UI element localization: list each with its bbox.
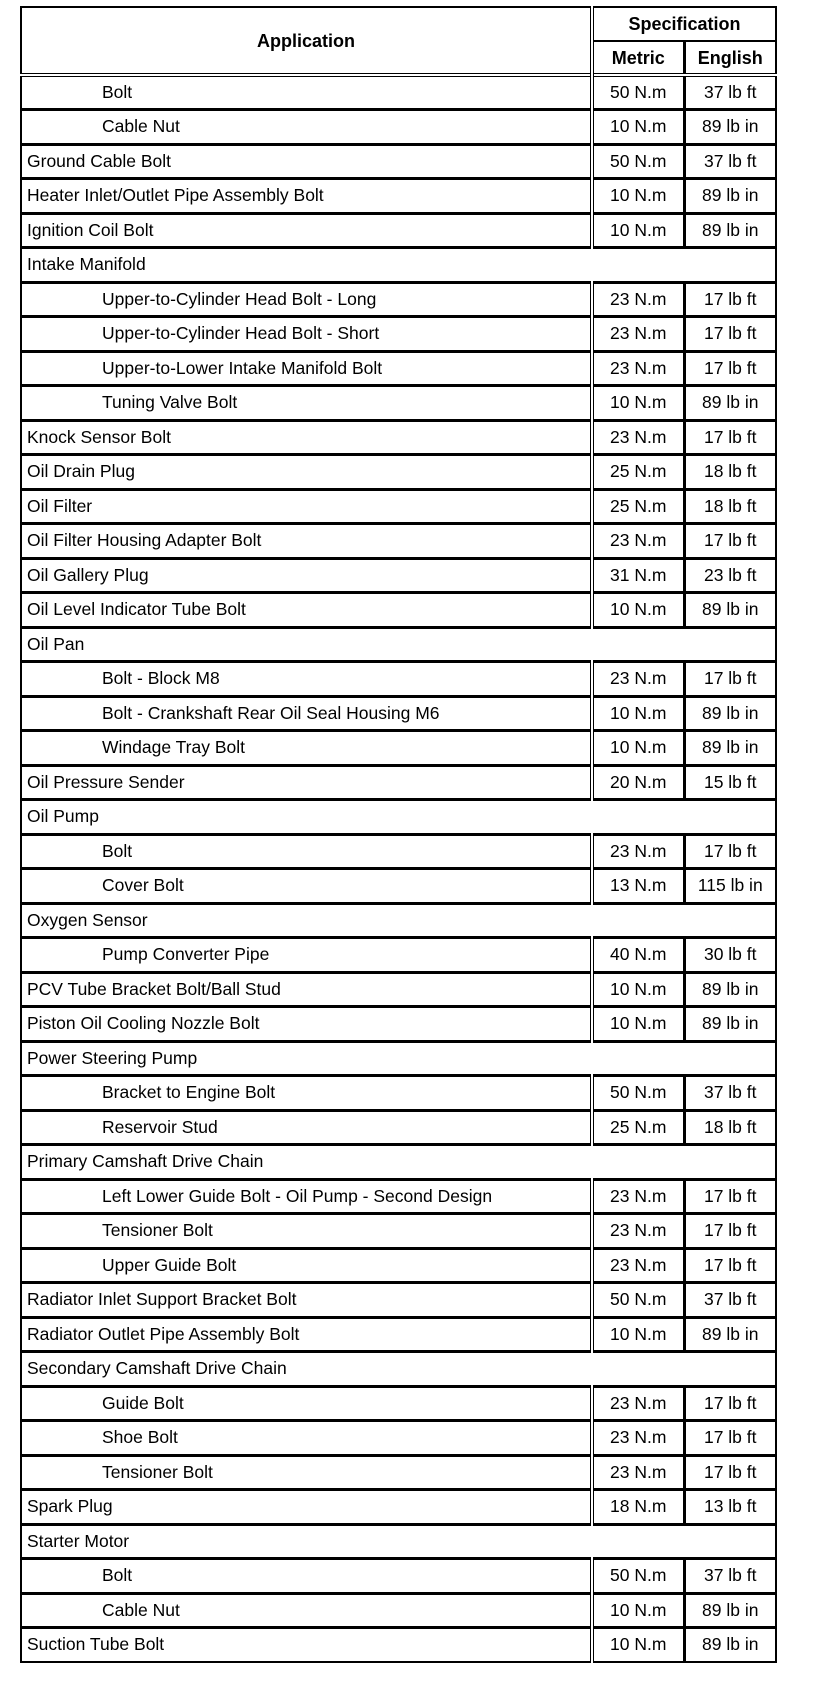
group-label: Primary Camshaft Drive Chain	[21, 1145, 776, 1180]
table-row	[21, 1386, 776, 1421]
table-row	[21, 1007, 776, 1042]
english-value-cell: 17 lb ft	[684, 1179, 776, 1214]
metric-value-cell: 25 N.m	[592, 455, 684, 490]
application-cell: Ignition Coil Bolt	[21, 213, 592, 248]
specification-table	[20, 6, 777, 1663]
metric-value-cell: 50 N.m	[592, 144, 684, 179]
english-value-cell: 89 lb in	[684, 179, 776, 214]
table-row	[21, 1214, 776, 1249]
english-value-cell: 17 lb ft	[684, 1455, 776, 1490]
table-row	[21, 1179, 776, 1214]
application-cell: Guide Bolt	[21, 1386, 592, 1421]
table-row	[21, 1317, 776, 1352]
application-cell: Piston Oil Cooling Nozzle Bolt	[21, 1007, 592, 1042]
table-row	[21, 662, 776, 697]
table-row	[21, 558, 776, 593]
table-row	[21, 696, 776, 731]
table-group-row	[21, 903, 776, 938]
metric-value-cell: 20 N.m	[592, 765, 684, 800]
application-cell: Oil Drain Plug	[21, 455, 592, 490]
group-label: Oil Pump	[21, 800, 776, 835]
table-row	[21, 75, 776, 110]
metric-value-cell: 23 N.m	[592, 1214, 684, 1249]
metric-value-cell: 10 N.m	[592, 110, 684, 145]
table-row	[21, 317, 776, 352]
table-row	[21, 765, 776, 800]
metric-value-cell: 23 N.m	[592, 1248, 684, 1283]
application-cell: Upper Guide Bolt	[21, 1248, 592, 1283]
application-cell: Bolt	[21, 75, 592, 110]
table-row	[21, 972, 776, 1007]
metric-value-cell: 23 N.m	[592, 834, 684, 869]
table-row	[21, 420, 776, 455]
english-value-cell: 17 lb ft	[684, 282, 776, 317]
english-value-cell: 18 lb ft	[684, 1110, 776, 1145]
english-value-cell: 17 lb ft	[684, 1214, 776, 1249]
application-header: Application	[21, 7, 592, 75]
table-row	[21, 869, 776, 904]
metric-value-cell: 23 N.m	[592, 282, 684, 317]
application-cell: Cable Nut	[21, 110, 592, 145]
english-value-cell: 17 lb ft	[684, 1386, 776, 1421]
application-cell: Upper-to-Cylinder Head Bolt - Long	[21, 282, 592, 317]
table-group-row	[21, 1352, 776, 1387]
application-cell: Knock Sensor Bolt	[21, 420, 592, 455]
application-cell: Upper-to-Cylinder Head Bolt - Short	[21, 317, 592, 352]
table-row	[21, 1593, 776, 1628]
table-row	[21, 731, 776, 766]
metric-value-cell: 23 N.m	[592, 1455, 684, 1490]
header-row-top	[21, 7, 776, 41]
metric-value-cell: 10 N.m	[592, 386, 684, 421]
english-value-cell: 37 lb ft	[684, 144, 776, 179]
table-row	[21, 455, 776, 490]
table-row	[21, 834, 776, 869]
application-cell: Oil Gallery Plug	[21, 558, 592, 593]
english-value-cell: 89 lb in	[684, 972, 776, 1007]
english-value-cell: 37 lb ft	[684, 1559, 776, 1594]
application-cell: Pump Converter Pipe	[21, 938, 592, 973]
group-label: Secondary Camshaft Drive Chain	[21, 1352, 776, 1387]
english-value-cell: 30 lb ft	[684, 938, 776, 973]
application-cell: Bolt - Crankshaft Rear Oil Seal Housing M6	[21, 696, 592, 731]
metric-value-cell: 10 N.m	[592, 1317, 684, 1352]
application-cell: Radiator Outlet Pipe Assembly Bolt	[21, 1317, 592, 1352]
metric-value-cell: 10 N.m	[592, 731, 684, 766]
application-cell: Windage Tray Bolt	[21, 731, 592, 766]
metric-value-cell: 18 N.m	[592, 1490, 684, 1525]
metric-value-cell: 13 N.m	[592, 869, 684, 904]
group-label: Oil Pan	[21, 627, 776, 662]
english-value-cell: 13 lb ft	[684, 1490, 776, 1525]
english-value-cell: 115 lb in	[684, 869, 776, 904]
table-row	[21, 1421, 776, 1456]
english-value-cell: 89 lb in	[684, 731, 776, 766]
english-value-cell: 89 lb in	[684, 696, 776, 731]
table-group-row	[21, 800, 776, 835]
application-cell: Tuning Valve Bolt	[21, 386, 592, 421]
english-value-cell: 23 lb ft	[684, 558, 776, 593]
table-row	[21, 110, 776, 145]
english-value-cell: 89 lb in	[684, 1007, 776, 1042]
application-cell: Heater Inlet/Outlet Pipe Assembly Bolt	[21, 179, 592, 214]
metric-value-cell: 50 N.m	[592, 1559, 684, 1594]
application-cell: Cover Bolt	[21, 869, 592, 904]
english-value-cell: 89 lb in	[684, 386, 776, 421]
table-row	[21, 489, 776, 524]
english-value-cell: 17 lb ft	[684, 1248, 776, 1283]
metric-value-cell: 23 N.m	[592, 1421, 684, 1456]
metric-value-cell: 10 N.m	[592, 972, 684, 1007]
metric-value-cell: 10 N.m	[592, 1628, 684, 1663]
metric-value-cell: 23 N.m	[592, 524, 684, 559]
english-value-cell: 89 lb in	[684, 1628, 776, 1663]
table-row	[21, 213, 776, 248]
application-cell: Reservoir Stud	[21, 1110, 592, 1145]
group-label: Intake Manifold	[21, 248, 776, 283]
table-row	[21, 593, 776, 628]
table-group-row	[21, 1145, 776, 1180]
table-row	[21, 1490, 776, 1525]
application-cell: Suction Tube Bolt	[21, 1628, 592, 1663]
application-cell: Bolt - Block M8	[21, 662, 592, 697]
english-value-cell: 89 lb in	[684, 213, 776, 248]
english-value-cell: 17 lb ft	[684, 834, 776, 869]
metric-header: Metric	[592, 41, 684, 75]
metric-value-cell: 10 N.m	[592, 696, 684, 731]
application-cell: Oil Filter Housing Adapter Bolt	[21, 524, 592, 559]
application-cell: Tensioner Bolt	[21, 1214, 592, 1249]
table-group-row	[21, 248, 776, 283]
application-cell: PCV Tube Bracket Bolt/Ball Stud	[21, 972, 592, 1007]
application-cell: Spark Plug	[21, 1490, 592, 1525]
english-header: English	[684, 41, 776, 75]
application-cell: Bolt	[21, 1559, 592, 1594]
english-value-cell: 15 lb ft	[684, 765, 776, 800]
table-header	[21, 7, 776, 75]
table-group-row	[21, 627, 776, 662]
metric-value-cell: 23 N.m	[592, 420, 684, 455]
table-row	[21, 179, 776, 214]
application-cell: Bracket to Engine Bolt	[21, 1076, 592, 1111]
specification-header: Specification	[592, 7, 776, 41]
group-label: Starter Motor	[21, 1524, 776, 1559]
english-value-cell: 17 lb ft	[684, 420, 776, 455]
metric-value-cell: 50 N.m	[592, 1283, 684, 1318]
metric-value-cell: 50 N.m	[592, 1076, 684, 1111]
english-value-cell: 89 lb in	[684, 110, 776, 145]
table-body	[21, 75, 776, 1662]
metric-value-cell: 25 N.m	[592, 1110, 684, 1145]
english-value-cell: 17 lb ft	[684, 351, 776, 386]
table-row	[21, 1559, 776, 1594]
table-group-row	[21, 1524, 776, 1559]
table-row	[21, 282, 776, 317]
metric-value-cell: 10 N.m	[592, 213, 684, 248]
english-value-cell: 37 lb ft	[684, 1076, 776, 1111]
table-row	[21, 351, 776, 386]
metric-value-cell: 23 N.m	[592, 317, 684, 352]
metric-value-cell: 23 N.m	[592, 662, 684, 697]
english-value-cell: 18 lb ft	[684, 489, 776, 524]
metric-value-cell: 40 N.m	[592, 938, 684, 973]
table-group-row	[21, 1041, 776, 1076]
english-value-cell: 89 lb in	[684, 593, 776, 628]
table-row	[21, 1076, 776, 1111]
table-row	[21, 1248, 776, 1283]
english-value-cell: 17 lb ft	[684, 524, 776, 559]
english-value-cell: 18 lb ft	[684, 455, 776, 490]
metric-value-cell: 10 N.m	[592, 1593, 684, 1628]
metric-value-cell: 50 N.m	[592, 75, 684, 110]
table-row	[21, 1110, 776, 1145]
metric-value-cell: 10 N.m	[592, 179, 684, 214]
application-cell: Left Lower Guide Bolt - Oil Pump - Second Design	[21, 1179, 592, 1214]
metric-value-cell: 31 N.m	[592, 558, 684, 593]
metric-value-cell: 23 N.m	[592, 1386, 684, 1421]
group-label: Power Steering Pump	[21, 1041, 776, 1076]
english-value-cell: 89 lb in	[684, 1593, 776, 1628]
application-cell: Oil Pressure Sender	[21, 765, 592, 800]
group-label: Oxygen Sensor	[21, 903, 776, 938]
english-value-cell: 17 lb ft	[684, 317, 776, 352]
table-row	[21, 1455, 776, 1490]
application-cell: Upper-to-Lower Intake Manifold Bolt	[21, 351, 592, 386]
application-cell: Bolt	[21, 834, 592, 869]
metric-value-cell: 23 N.m	[592, 351, 684, 386]
english-value-cell: 89 lb in	[684, 1317, 776, 1352]
english-value-cell: 17 lb ft	[684, 1421, 776, 1456]
table-row	[21, 524, 776, 559]
table-row	[21, 1628, 776, 1663]
english-value-cell: 17 lb ft	[684, 662, 776, 697]
metric-value-cell: 23 N.m	[592, 1179, 684, 1214]
application-cell: Oil Filter	[21, 489, 592, 524]
table-row	[21, 1283, 776, 1318]
application-cell: Oil Level Indicator Tube Bolt	[21, 593, 592, 628]
application-cell: Cable Nut	[21, 1593, 592, 1628]
table-row	[21, 386, 776, 421]
english-value-cell: 37 lb ft	[684, 75, 776, 110]
table-row	[21, 144, 776, 179]
table-row	[21, 938, 776, 973]
application-cell: Shoe Bolt	[21, 1421, 592, 1456]
metric-value-cell: 10 N.m	[592, 593, 684, 628]
application-cell: Ground Cable Bolt	[21, 144, 592, 179]
metric-value-cell: 25 N.m	[592, 489, 684, 524]
application-cell: Tensioner Bolt	[21, 1455, 592, 1490]
english-value-cell: 37 lb ft	[684, 1283, 776, 1318]
metric-value-cell: 10 N.m	[592, 1007, 684, 1042]
application-cell: Radiator Inlet Support Bracket Bolt	[21, 1283, 592, 1318]
